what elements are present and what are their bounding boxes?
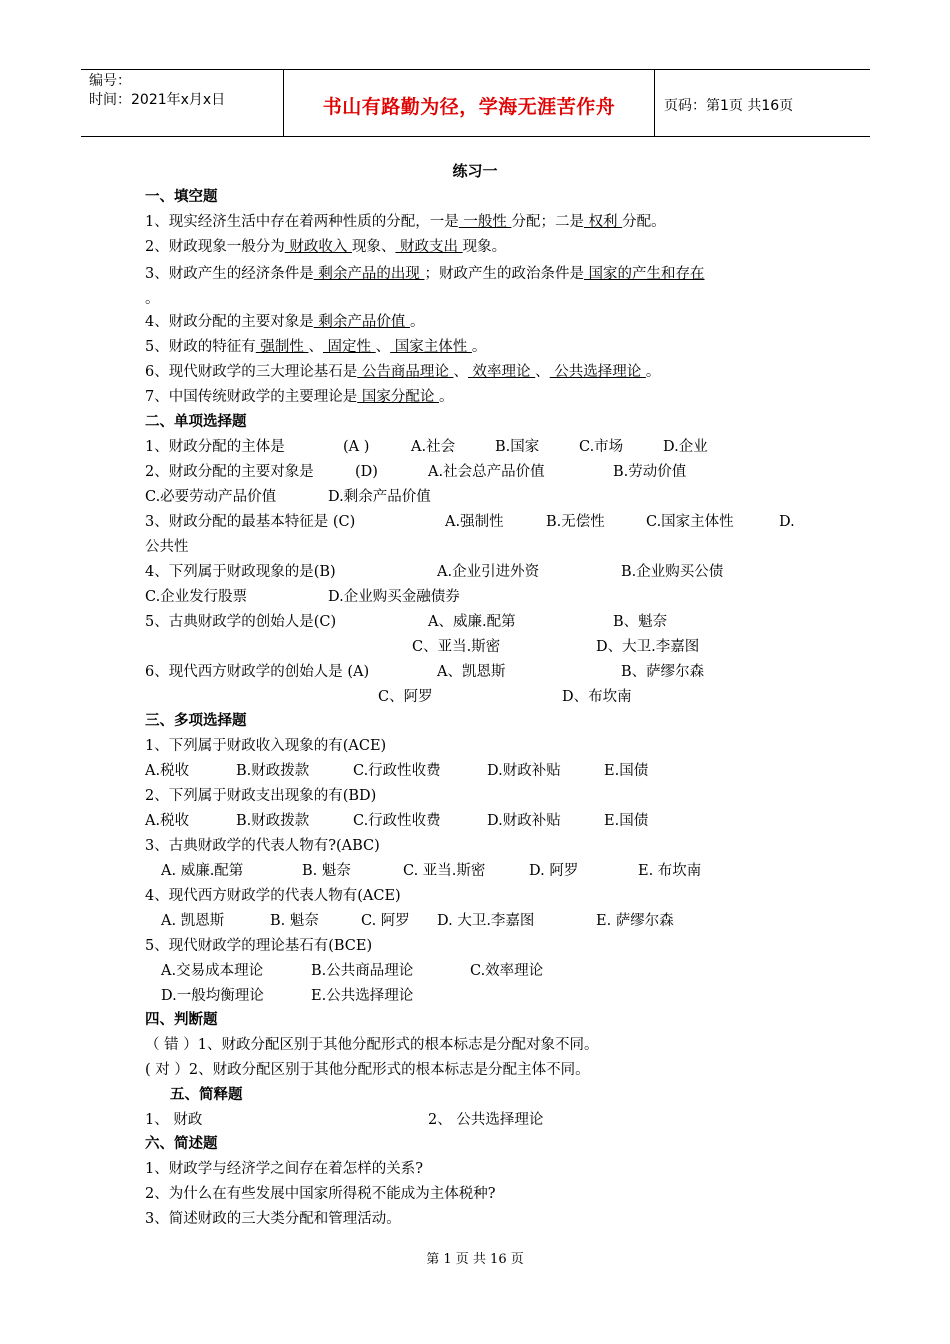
definition-q1: 1、 财政 — [145, 1112, 203, 1128]
multi-q4-option-a: A. 凯恩斯 — [161, 913, 225, 929]
short-answer-q3: 3、简述财政的三大类分配和管理活动。 — [145, 1211, 401, 1227]
multi-q1-option-e: E.国债 — [604, 763, 649, 779]
fill-blank-q6: 6、现代财政学的三大理论基石是 公告商品理论 、 效率理论 、 公共选择理论 。 — [145, 364, 661, 380]
single-q4-option-a: A.企业引进外资 — [437, 564, 540, 580]
single-q1-option-c: C.市场 — [579, 439, 624, 455]
single-q2-option-c: C.必要劳动产品价值 — [145, 489, 277, 505]
definition-q2: 2、 公共选择理论 — [428, 1112, 544, 1128]
single-q3-option-d: D. — [779, 514, 795, 530]
single-q3-option-b: B.无偿性 — [546, 514, 605, 530]
short-answer-q2: 2、为什么在有些发展中国家所得税不能成为主体税种? — [145, 1186, 496, 1202]
fill-blank-q2: 2、财政现象一般分为 财政收入 现象、 财政支出 现象。 — [145, 239, 507, 255]
single-q2-stem: 2、财政分配的主要对象是 — [145, 464, 314, 480]
single-q5-option-a: A、威廉.配第 — [428, 614, 516, 630]
fill-blank-q5: 5、财政的特征有 强制性 、 固定性 、 国家主体性 。 — [145, 339, 487, 355]
multi-q3-option-d: D. 阿罗 — [529, 863, 579, 879]
multi-q1-option-d: D.财政补贴 — [487, 763, 561, 779]
multi-q2-option-c: C.行政性收费 — [353, 813, 441, 829]
single-q1-stem: 1、财政分配的主体是 — [145, 439, 285, 455]
single-q6-option-b: B、萨缪尔森 — [621, 664, 705, 680]
section-heading-multi-choice: 三、多项选择题 — [145, 713, 247, 729]
multi-q3-stem: 3、古典财政学的代表人物有?(ABC) — [145, 838, 380, 854]
single-q1-answer: (A ) — [343, 439, 370, 455]
multi-q2-stem: 2、下列属于财政支出现象的有(BD) — [145, 788, 377, 804]
multi-q1-option-c: C.行政性收费 — [353, 763, 441, 779]
fill-blank-q7: 7、中国传统财政学的主要理论是 国家分配论 。 — [145, 389, 454, 405]
page-footer: 第 1 页 共 16 页 — [426, 1252, 524, 1267]
multi-q5-option-c: C.效率理论 — [470, 963, 544, 979]
multi-q1-stem: 1、下列属于财政收入现象的有(ACE) — [145, 738, 387, 754]
single-q2-option-d: D.剩余产品价值 — [328, 489, 431, 505]
multi-q1-option-a: A.税收 — [145, 763, 190, 779]
single-q3-option-d-text: 公共性 — [145, 539, 189, 555]
section-heading-true-false: 四、判断题 — [145, 1012, 218, 1028]
single-q4-option-d: D.企业购买金融债券 — [328, 589, 460, 605]
single-q4-stem: 4、下列属于财政现象的是(B) — [145, 564, 336, 580]
single-q6-option-d: D、布坎南 — [562, 689, 632, 705]
page-title: 练习一 — [452, 162, 498, 180]
section-heading-fill-blank: 一、填空题 — [145, 189, 218, 205]
single-q1-option-d: D.企业 — [663, 439, 708, 455]
number-label: 编号： — [89, 73, 131, 89]
fill-blank-q1: 1、现实经济生活中存在着两种性质的分配，一是 一般性 分配；二是 权利 分配。 — [145, 214, 666, 230]
multi-q2-option-b: B.财政拨款 — [236, 813, 310, 829]
single-q3-option-a: A.强制性 — [445, 514, 504, 530]
single-q5-option-b: B、魁奈 — [613, 614, 668, 630]
multi-q2-option-e: E.国债 — [604, 813, 649, 829]
single-q4-option-c: C.企业发行股票 — [145, 589, 248, 605]
page-info: 页码：第1页 共16页 — [664, 98, 794, 114]
multi-q4-option-b: B. 魁奈 — [270, 913, 319, 929]
page-header — [81, 69, 870, 137]
multi-q5-option-a: A.交易成本理论 — [161, 963, 264, 979]
multi-q4-stem: 4、现代西方财政学的代表人物有(ACE) — [145, 888, 401, 904]
single-q2-answer: (D) — [355, 464, 378, 480]
multi-q4-option-c: C. 阿罗 — [361, 913, 410, 929]
single-q6-option-c: C、阿罗 — [378, 689, 433, 705]
multi-q5-option-b: B.公共商品理论 — [311, 963, 414, 979]
multi-q2-option-a: A.税收 — [145, 813, 190, 829]
single-q2-option-a: A.社会总产品价值 — [428, 464, 545, 480]
single-q4-option-b: B.企业购买公债 — [621, 564, 724, 580]
section-heading-short-answer: 六、简述题 — [145, 1136, 218, 1152]
multi-q5-stem: 5、现代财政学的理论基石有(BCE) — [145, 938, 373, 954]
single-q3-option-c: C.国家主体性 — [646, 514, 734, 530]
single-q2-option-b: B.劳动价值 — [613, 464, 687, 480]
single-q5-option-d: D、大卫.李嘉图 — [596, 639, 700, 655]
true-false-q1: （ 错 ）1、财政分配区别于其他分配形式的根本标志是分配对象不同。 — [145, 1037, 599, 1053]
single-q6-option-a: A、凯恩斯 — [437, 664, 506, 680]
multi-q4-option-d: D. 大卫.李嘉图 — [437, 913, 535, 929]
fill-blank-q4: 4、财政分配的主要对象是 剩余产品价值 。 — [145, 314, 425, 330]
multi-q3-option-e: E. 布坎南 — [638, 863, 702, 879]
single-q1-option-b: B.国家 — [495, 439, 540, 455]
date-label: 时间：2021年x月x日 — [89, 92, 226, 108]
multi-q4-option-e: E. 萨缪尔森 — [596, 913, 674, 929]
multi-q1-option-b: B.财政拨款 — [236, 763, 310, 779]
short-answer-q1: 1、财政学与经济学之间存在着怎样的关系? — [145, 1161, 423, 1177]
motto: 书山有路勤为径，学海无涯苦作舟 — [284, 70, 655, 136]
multi-q3-option-a: A. 威廉.配第 — [161, 863, 244, 879]
multi-q3-option-b: B. 魁奈 — [302, 863, 351, 879]
single-q6-stem: 6、现代西方财政学的创始人是 (A) — [145, 664, 370, 680]
multi-q5-option-e: E.公共选择理论 — [311, 988, 414, 1004]
single-q5-stem: 5、古典财政学的创始人是(C) — [145, 614, 337, 630]
multi-q2-option-d: D.财政补贴 — [487, 813, 561, 829]
section-heading-definitions: 五、简释题 — [170, 1087, 243, 1103]
section-heading-single-choice: 二、单项选择题 — [145, 414, 247, 430]
fill-blank-q3: 3、财政产生的经济条件是 剩余产品的出现 ；财政产生的政治条件是 国家的产生和存在 。 — [145, 266, 705, 307]
true-false-q2: ( 对 ）2、财政分配区别于其他分配形式的根本标志是分配主体不同。 — [145, 1062, 590, 1078]
single-q1-option-a: A.社会 — [411, 439, 456, 455]
single-q5-option-c: C、亚当.斯密 — [412, 639, 501, 655]
header-meta-cell — [81, 70, 284, 136]
single-q3-stem: 3、财政分配的最基本特征是 (C) — [145, 514, 356, 530]
multi-q5-option-d: D.一般均衡理论 — [161, 988, 264, 1004]
multi-q3-option-c: C. 亚当.斯密 — [403, 863, 486, 879]
